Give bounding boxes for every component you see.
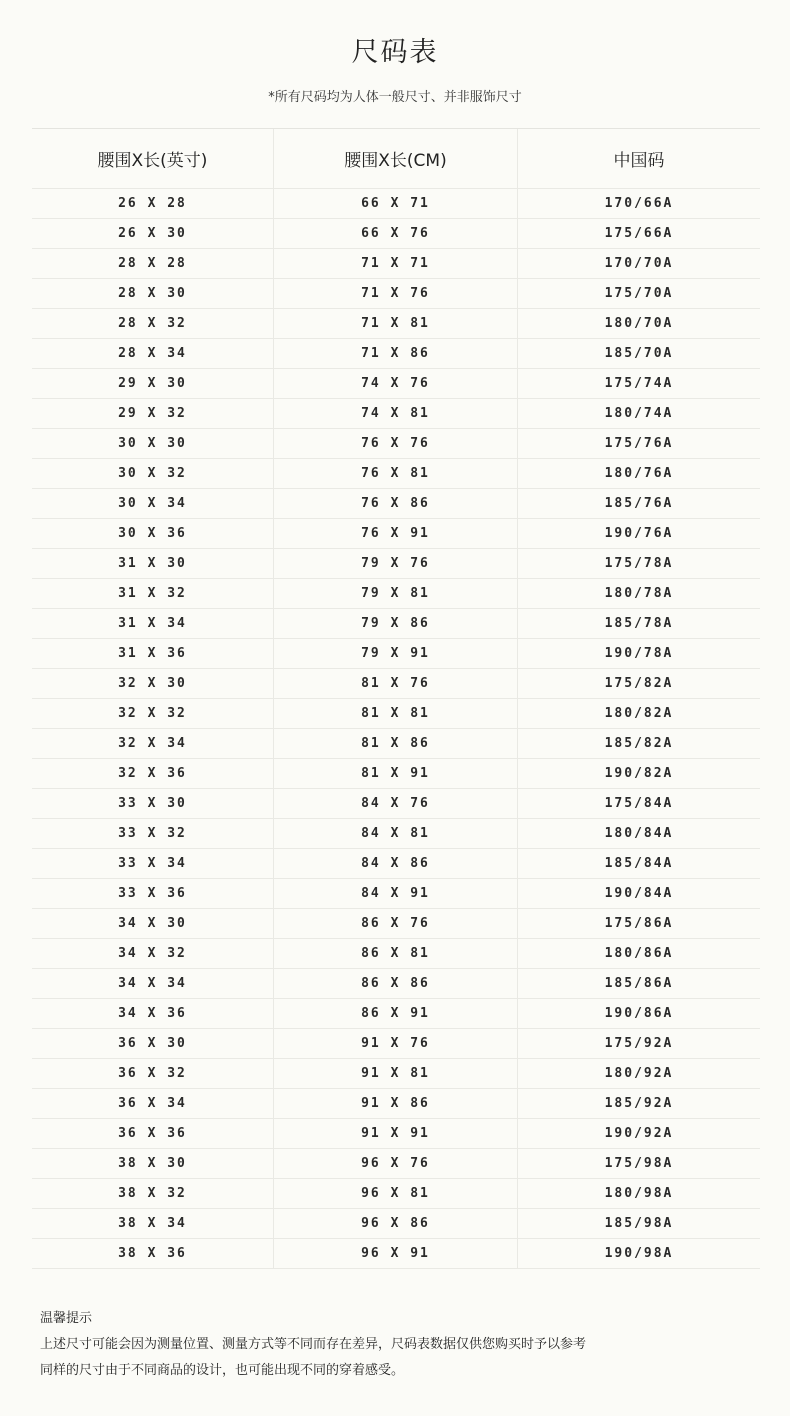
cell-china-size: 190/82A [604,766,674,781]
table-row [32,609,760,639]
cell-waist-length-inch: 31 X 30 [32,549,274,578]
table-row [32,249,760,279]
table-row [32,909,760,939]
cell-waist-length-cm: 76 X 91 [274,519,518,548]
cell-waist-length-inch: 34 X 30 [32,909,274,938]
cell-waist-length-inch: 26 X 28 [32,189,274,218]
table-row [32,1209,760,1239]
table-row [32,699,760,729]
cell-waist-length-inch: 29 X 32 [32,399,274,428]
cell-waist-length-cm: 79 X 91 [274,639,518,668]
tips-line-2: 同样的尺寸由于不同商品的设计，也可能出现不同的穿着感受。 [40,1363,405,1378]
cell-waist-length-cm: 91 X 81 [274,1059,518,1088]
tips-heading: 温馨提示 [40,1311,93,1326]
cell-waist-length-inch: 32 X 30 [32,669,274,698]
cell-waist-length-cm: 96 X 86 [274,1209,518,1238]
tips-section [40,1306,760,1384]
cell-waist-length-inch: 33 X 34 [32,849,274,878]
cell-waist-length-cm: 71 X 71 [274,249,518,278]
cell-waist-length-cm: 86 X 81 [274,939,518,968]
cell-waist-length-cm: 71 X 86 [274,339,518,368]
cell-china-size: 180/84A [604,826,674,841]
cell-waist-length-inch: 32 X 36 [32,759,274,788]
cell-waist-length-inch: 28 X 28 [32,249,274,278]
cell-waist-length-inch: 30 X 36 [32,519,274,548]
header-waist-length-inch: 腰围X长(英寸) [32,129,274,188]
cell-waist-length-cm: 86 X 91 [274,999,518,1028]
cell-waist-length-cm: 84 X 86 [274,849,518,878]
table-row [32,819,760,849]
cell-waist-length-cm: 74 X 76 [274,369,518,398]
table-row [32,639,760,669]
cell-waist-length-inch: 31 X 34 [32,609,274,638]
cell-china-size: 185/98A [604,1216,674,1231]
table-row [32,849,760,879]
table-row [32,969,760,999]
table-row [32,1119,760,1149]
table-row [32,669,760,699]
cell-waist-length-cm: 66 X 71 [274,189,518,218]
cell-waist-length-inch: 28 X 34 [32,339,274,368]
table-row [32,879,760,909]
cell-waist-length-cm: 84 X 91 [274,879,518,908]
cell-waist-length-cm: 79 X 81 [274,579,518,608]
table-row [32,489,760,519]
table-row [32,1179,760,1209]
table-row [32,459,760,489]
cell-waist-length-inch: 33 X 30 [32,789,274,818]
cell-waist-length-cm: 76 X 86 [274,489,518,518]
cell-waist-length-inch: 26 X 30 [32,219,274,248]
cell-waist-length-cm: 91 X 91 [274,1119,518,1148]
cell-waist-length-cm: 71 X 81 [274,309,518,338]
cell-waist-length-inch: 33 X 32 [32,819,274,848]
table-row [32,759,760,789]
cell-waist-length-cm: 91 X 76 [274,1029,518,1058]
table-row [32,339,760,369]
cell-waist-length-inch: 32 X 34 [32,729,274,758]
cell-china-size: 180/74A [604,406,674,421]
cell-china-size: 185/84A [604,856,674,871]
cell-waist-length-inch: 31 X 32 [32,579,274,608]
cell-waist-length-cm: 74 X 81 [274,399,518,428]
cell-china-size: 180/78A [604,586,674,601]
cell-waist-length-cm: 81 X 91 [274,759,518,788]
table-row [32,399,760,429]
page-title: 尺码表 [351,37,439,68]
cell-waist-length-inch: 36 X 30 [32,1029,274,1058]
cell-waist-length-cm: 86 X 76 [274,909,518,938]
cell-china-size: 185/76A [604,496,674,511]
header-waist-length-cm: 腰围X长(CM) [274,129,518,188]
table-row [32,1149,760,1179]
cell-waist-length-inch: 28 X 32 [32,309,274,338]
cell-waist-length-cm: 71 X 76 [274,279,518,308]
cell-china-size: 175/70A [604,286,674,301]
cell-china-size: 175/92A [604,1036,674,1051]
table-row [32,579,760,609]
cell-china-size: 170/70A [604,256,674,271]
cell-waist-length-inch: 34 X 34 [32,969,274,998]
cell-china-size: 185/92A [604,1096,674,1111]
cell-waist-length-cm: 79 X 76 [274,549,518,578]
table-row [32,279,760,309]
cell-china-size: 185/82A [604,736,674,751]
table-row [32,219,760,249]
cell-waist-length-inch: 34 X 32 [32,939,274,968]
cell-china-size: 180/82A [604,706,674,721]
cell-waist-length-cm: 81 X 86 [274,729,518,758]
cell-china-size: 190/76A [604,526,674,541]
cell-waist-length-cm: 79 X 86 [274,609,518,638]
cell-china-size: 175/86A [604,916,674,931]
cell-waist-length-inch: 33 X 36 [32,879,274,908]
cell-waist-length-cm: 81 X 81 [274,699,518,728]
table-row [32,309,760,339]
cell-waist-length-cm: 66 X 76 [274,219,518,248]
cell-china-size: 175/98A [604,1156,674,1171]
cell-china-size: 180/70A [604,316,674,331]
cell-waist-length-inch: 38 X 30 [32,1149,274,1178]
cell-china-size: 175/66A [604,226,674,241]
cell-china-size: 180/76A [604,466,674,481]
size-table [32,128,760,1269]
page-subtitle: *所有尺码均为人体一般尺寸、并非服饰尺寸 [268,90,522,105]
table-body [32,189,760,1269]
cell-china-size: 180/98A [604,1186,674,1201]
cell-china-size: 190/98A [604,1246,674,1261]
cell-china-size: 175/82A [604,676,674,691]
table-row [32,519,760,549]
cell-waist-length-cm: 86 X 86 [274,969,518,998]
table-row [32,1029,760,1059]
cell-waist-length-inch: 36 X 34 [32,1089,274,1118]
cell-waist-length-inch: 29 X 30 [32,369,274,398]
cell-waist-length-inch: 30 X 34 [32,489,274,518]
cell-china-size: 190/86A [604,1006,674,1021]
cell-waist-length-cm: 84 X 76 [274,789,518,818]
cell-waist-length-inch: 31 X 36 [32,639,274,668]
cell-waist-length-cm: 76 X 76 [274,429,518,458]
cell-waist-length-inch: 38 X 36 [32,1239,274,1268]
cell-waist-length-cm: 96 X 76 [274,1149,518,1178]
table-row [32,1059,760,1089]
cell-china-size: 170/66A [604,196,674,211]
cell-waist-length-inch: 36 X 32 [32,1059,274,1088]
cell-waist-length-cm: 84 X 81 [274,819,518,848]
cell-waist-length-cm: 96 X 91 [274,1239,518,1268]
cell-waist-length-inch: 34 X 36 [32,999,274,1028]
tips-line-1: 上述尺寸可能会因为测量位置、测量方式等不同而存在差异，尺码表数据仅供您购买时予以参考 [40,1337,587,1352]
table-row [32,1239,760,1269]
cell-china-size: 175/84A [604,796,674,811]
table-row [32,789,760,819]
table-row [32,189,760,219]
cell-waist-length-cm: 76 X 81 [274,459,518,488]
cell-china-size: 190/78A [604,646,674,661]
cell-china-size: 180/92A [604,1066,674,1081]
cell-waist-length-cm: 81 X 76 [274,669,518,698]
cell-waist-length-cm: 91 X 86 [274,1089,518,1118]
table-header-row [32,129,760,189]
table-row [32,999,760,1029]
cell-waist-length-inch: 38 X 32 [32,1179,274,1208]
cell-waist-length-inch: 32 X 32 [32,699,274,728]
cell-china-size: 180/86A [604,946,674,961]
table-row [32,549,760,579]
table-row [32,369,760,399]
table-row [32,729,760,759]
cell-china-size: 175/76A [604,436,674,451]
cell-china-size: 175/74A [604,376,674,391]
cell-china-size: 175/78A [604,556,674,571]
header-china-size: 中国码 [613,151,665,171]
table-row [32,939,760,969]
cell-waist-length-inch: 28 X 30 [32,279,274,308]
cell-china-size: 190/92A [604,1126,674,1141]
cell-china-size: 185/86A [604,976,674,991]
cell-waist-length-inch: 30 X 30 [32,429,274,458]
cell-waist-length-inch: 38 X 34 [32,1209,274,1238]
cell-waist-length-inch: 30 X 32 [32,459,274,488]
cell-china-size: 185/70A [604,346,674,361]
cell-china-size: 190/84A [604,886,674,901]
table-row [32,1089,760,1119]
cell-china-size: 185/78A [604,616,674,631]
cell-waist-length-cm: 96 X 81 [274,1179,518,1208]
cell-waist-length-inch: 36 X 36 [32,1119,274,1148]
table-row [32,429,760,459]
